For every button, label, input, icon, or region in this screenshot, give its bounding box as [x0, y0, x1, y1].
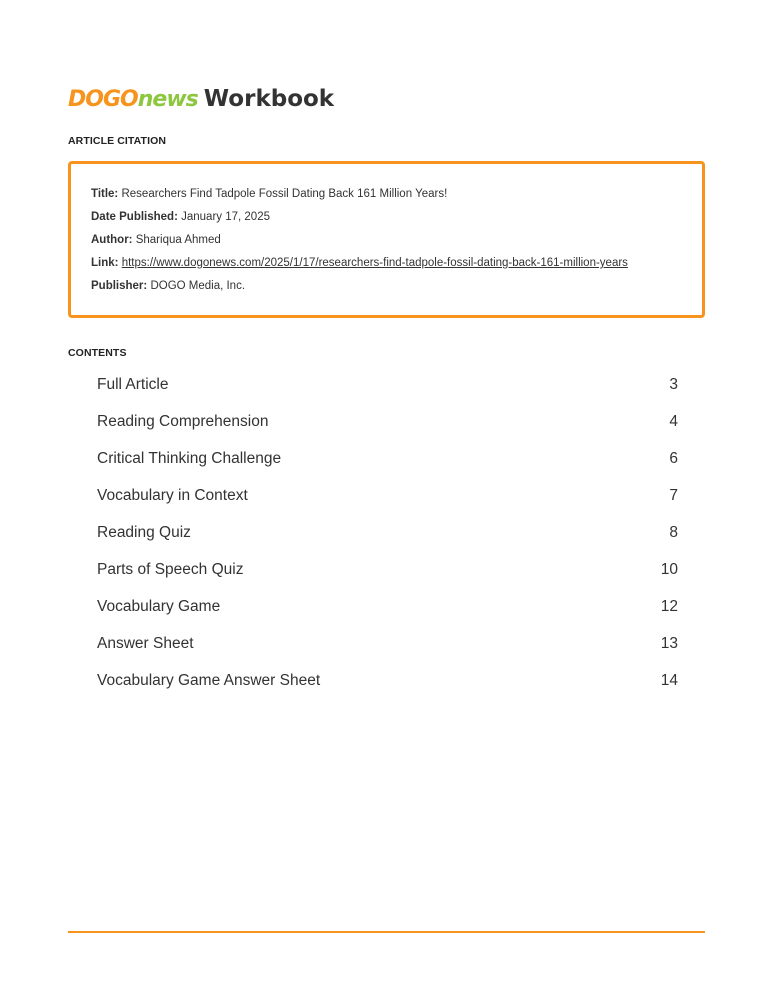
toc-item-page: 3 — [669, 376, 678, 393]
contents-heading: CONTENTS — [68, 347, 127, 359]
toc-item[interactable] — [97, 413, 678, 450]
toc-item-page: 4 — [669, 413, 678, 430]
toc-item-page: 7 — [669, 487, 678, 504]
toc-item[interactable] — [97, 487, 678, 524]
toc-item-page: 13 — [660, 635, 678, 652]
toc-item-page: 6 — [669, 450, 678, 467]
citation-publisher-value: DOGO Media, Inc. — [150, 280, 246, 292]
toc-item-title: Parts of Speech Quiz — [97, 561, 244, 578]
citation-date — [91, 211, 270, 223]
toc-item-title: Vocabulary Game Answer Sheet — [97, 672, 321, 689]
news-logo: news — [137, 87, 198, 112]
page-title: Workbook — [203, 86, 335, 112]
citation-heading: ARTICLE CITATION — [68, 135, 167, 147]
toc-item[interactable] — [97, 376, 678, 413]
citation-title — [91, 188, 447, 200]
toc-item-title: Answer Sheet — [97, 635, 194, 652]
toc-item[interactable] — [97, 672, 678, 709]
citation-link-label: Link: — [91, 257, 119, 269]
toc-item-page: 14 — [660, 672, 678, 689]
toc-item[interactable] — [97, 524, 678, 561]
toc-item[interactable] — [97, 635, 678, 672]
toc-item-title: Reading Comprehension — [97, 413, 269, 430]
toc-item-title: Vocabulary Game — [97, 598, 221, 615]
citation-author — [91, 234, 221, 246]
toc-item-page: 10 — [660, 561, 678, 578]
toc-item-title: Full Article — [97, 376, 169, 393]
dogo-logo: DOGO — [68, 87, 138, 112]
citation-date-value: January 17, 2025 — [181, 211, 270, 223]
citation-author-value: Shariqua Ahmed — [135, 234, 221, 246]
toc-item-title: Vocabulary in Context — [97, 487, 248, 504]
citation-link — [91, 257, 628, 269]
toc-item-title: Critical Thinking Challenge — [97, 450, 282, 467]
citation-title-value: Researchers Find Tadpole Fossil Dating Back 161 Million Years! — [121, 188, 448, 200]
citation-publisher-label: Publisher: — [91, 280, 148, 292]
brand-header — [68, 86, 334, 118]
citation-author-label: Author: — [91, 234, 133, 246]
citation-date-label: Date Published: — [91, 211, 178, 223]
citation-title-label: Title: — [91, 188, 119, 200]
toc-item[interactable] — [97, 598, 678, 635]
citation-box — [68, 161, 705, 318]
table-of-contents — [97, 376, 678, 709]
citation-publisher — [91, 280, 245, 292]
citation-link-url[interactable]: https://www.dogonews.com/2025/1/17/researchers-find-tadpole-fossil-dating-back-161-million-years — [121, 257, 628, 269]
toc-item-page: 8 — [669, 524, 678, 541]
toc-item-title: Reading Quiz — [97, 524, 191, 541]
toc-item[interactable] — [97, 561, 678, 598]
footer-divider — [68, 931, 705, 933]
toc-item[interactable] — [97, 450, 678, 487]
toc-item-page: 12 — [660, 598, 678, 615]
